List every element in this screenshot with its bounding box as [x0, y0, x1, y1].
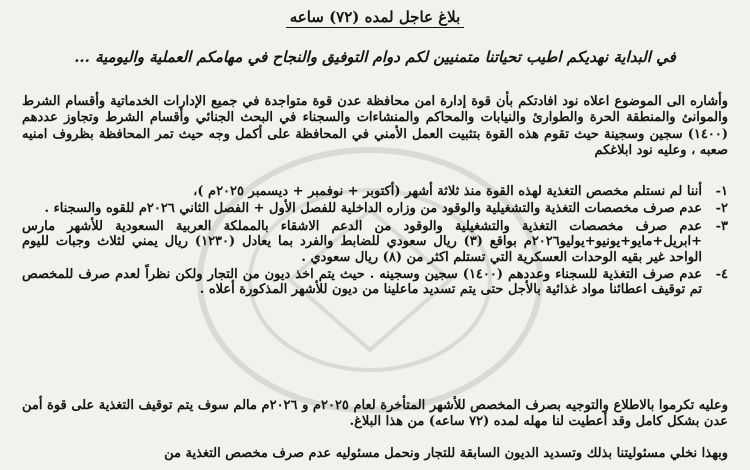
- list-item-number: ٢-: [715, 201, 728, 217]
- list-item: [22, 201, 728, 216]
- greeting-line: في البداية نهديكم اطيب تحياتنا متمنيين لكم دوام التوفيق والنجاح في مهامكم العملية واليومية ...: [74, 48, 676, 66]
- list-item-text: عدم صرف مخصصات التغذية والتشغيلية والوقود من الدعم الاشقاء بالمملكة العربية السعودية للأشهر مارس +ابريل+مايو+يونيو+يوليو٢٠٢٦م بواقع (٣) ريال سعودي للضابط والفرد بما يعادل (١٢٣٠) ريال يمني لثلاث وجبات لليوم الواحد غير بقيه الوحدات العسكرية التي تستلم اكثر من (٨) ريال سعودي .: [22, 218, 702, 265]
- closing-paragraph-continued: وبهذا نخلي مسئوليتنا بذلك وتسديد الديون السابقة للتجار ونحمل مسئوليه عدم صرف مخصص التغذية من: [164, 446, 728, 461]
- list-item: [22, 219, 728, 265]
- closing-paragraph: وعليه تكرموا بالاطلاع والتوجيه بصرف المخصص للأشهر المتأخرة لعام ٢٠٢٥م و ٢٠٢٦م مالم سوف يتم توقيف التغذية على قوة أمن عدن بشكل كامل وقد أعطيت لنا مهله لمده (٧٢ ساعه) من هذا البلاغ.: [22, 398, 728, 430]
- document-title: [0, 8, 750, 26]
- list-item: [22, 267, 728, 298]
- title-text: بلاغ عاجل لمده (٧٢) ساعه: [286, 8, 465, 28]
- list-item-text: أننا لم نستلم مخصص التغذية لهذه القوة منذ ثلاثة أشهر (أكتوبر + نوفمبر + ديسمبر ٢٠٢٥م )،: [193, 184, 702, 199]
- numbered-list: [22, 184, 728, 300]
- list-item-number: ٣-: [715, 218, 728, 234]
- list-item-text: عدم صرف مخصصات التغذية والتشغيلية والوقود من وزاره الداخلية للفصل الأول + الفصل الثاني ٢٠٢٦م للقوه والسجناء .: [44, 201, 702, 217]
- list-item-number: ١-: [715, 184, 728, 199]
- list-item: [22, 184, 728, 199]
- list-item-text: عدم صرف التغذية للسجناء وعددهم (١٤٠٠) سجين وسجينه . حيث يتم اخذ ديون من التجار ولكن نظراً لعدم صرف للمخصص تم توقيف اعطائنا مواد غذائية بالأجل حتى يتم تسديد ماعلينا من ديون للأشهر المذكورة أعلاه .: [22, 267, 702, 298]
- intro-paragraph: وأشاره الى الموضوع اعلاه نود افادتكم بأن قوة إدارة امن محافظة عدن قوة متواجدة في جميع الإدارات الخدماتية وأقسام الشرط والموانئ والمنطقة الحرة والطوارئ والنيابات والمحاكم والمنشاءات والسجناء في البحث الجنائي وأقسام الشرط وتجاوز عددهم (١٤٠٠) سجين وسجينة حيث تقوم هذه القوة بتثبيت العمل الأمني في المحافظة على أكمل وجه حيث تمر المحافظة بظروف امنيه صعبه ، وعليه نود ابلاغكم: [22, 94, 728, 159]
- list-item-number: ٤-: [715, 267, 728, 283]
